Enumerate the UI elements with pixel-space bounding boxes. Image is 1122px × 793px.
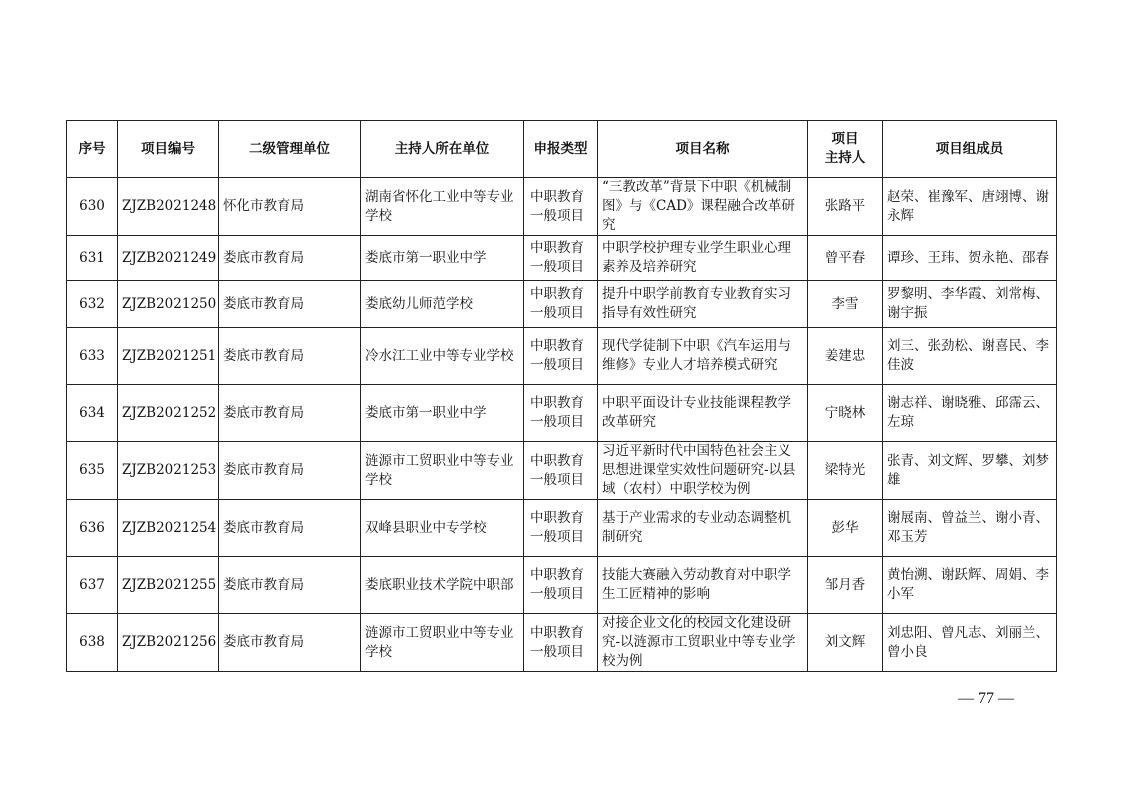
cell-project-host: 李雪 (808, 281, 883, 328)
table-row (67, 500, 1057, 557)
cell-host-unit: 双峰县职业中专学校 (361, 500, 524, 557)
cell-team-members: 谢志祥、谢晓雅、邱霈云、左琼 (883, 385, 1057, 442)
cell-project-name: 现代学徒制下中职《汽车运用与维修》专业人才培养模式研究 (598, 328, 808, 385)
cell-project-code: ZJZB2021248 (118, 178, 219, 236)
table-row (67, 557, 1057, 614)
cell-serial-number: 634 (67, 385, 118, 442)
cell-project-host: 姜建忠 (808, 328, 883, 385)
cell-project-host: 彭华 (808, 500, 883, 557)
cell-project-code: ZJZB2021251 (118, 328, 219, 385)
header-project-host: 项目 主持人 (808, 121, 883, 178)
cell-project-host: 曾平春 (808, 236, 883, 281)
header-admin-unit: 二级管理单位 (219, 121, 361, 178)
cell-project-name: 基于产业需求的专业动态调整机制研究 (598, 500, 808, 557)
cell-application-type: 中职教育一般项目 (524, 281, 598, 328)
cell-host-unit: 娄底幼儿师范学校 (361, 281, 524, 328)
cell-application-type: 中职教育一般项目 (524, 614, 598, 672)
cell-team-members: 谭珍、王玮、贺永艳、邵春 (883, 236, 1057, 281)
cell-serial-number: 631 (67, 236, 118, 281)
cell-application-type: 中职教育一般项目 (524, 500, 598, 557)
header-team-members: 项目组成员 (883, 121, 1057, 178)
cell-project-name: 习近平新时代中国特色社会主义思想进课堂实效性问题研究-以县域（农村）中职学校为例 (598, 442, 808, 500)
cell-team-members: 刘三、张劲松、谢喜民、李佳波 (883, 328, 1057, 385)
cell-team-members: 张青、刘文辉、罗攀、刘梦雄 (883, 442, 1057, 500)
cell-host-unit: 娄底市第一职业中学 (361, 236, 524, 281)
cell-application-type: 中职教育一般项目 (524, 236, 598, 281)
header-host-unit: 主持人所在单位 (361, 121, 524, 178)
cell-application-type: 中职教育一般项目 (524, 442, 598, 500)
cell-application-type: 中职教育一般项目 (524, 328, 598, 385)
cell-application-type: 中职教育一般项目 (524, 385, 598, 442)
cell-admin-unit: 娄底市教育局 (219, 328, 361, 385)
cell-team-members: 赵荣、崔豫军、唐翊博、谢永辉 (883, 178, 1057, 236)
table-row (67, 281, 1057, 328)
table-row (67, 236, 1057, 281)
cell-project-code: ZJZB2021254 (118, 500, 219, 557)
cell-project-name: 提升中职学前教育专业教育实习指导有效性研究 (598, 281, 808, 328)
cell-project-host: 刘文辉 (808, 614, 883, 672)
table-row (67, 328, 1057, 385)
cell-serial-number: 633 (67, 328, 118, 385)
cell-project-host: 宁晓林 (808, 385, 883, 442)
table-row (67, 614, 1057, 672)
cell-admin-unit: 娄底市教育局 (219, 236, 361, 281)
cell-host-unit: 涟源市工贸职业中等专业学校 (361, 614, 524, 672)
cell-project-name: 技能大赛融入劳动教育对中职学生工匠精神的影响 (598, 557, 808, 614)
cell-project-code: ZJZB2021256 (118, 614, 219, 672)
cell-admin-unit: 怀化市教育局 (219, 178, 361, 236)
table-row (67, 178, 1057, 236)
cell-admin-unit: 娄底市教育局 (219, 281, 361, 328)
cell-admin-unit: 娄底市教育局 (219, 557, 361, 614)
cell-admin-unit: 娄底市教育局 (219, 614, 361, 672)
cell-project-code: ZJZB2021252 (118, 385, 219, 442)
cell-project-code: ZJZB2021255 (118, 557, 219, 614)
cell-serial-number: 637 (67, 557, 118, 614)
header-serial-number: 序号 (67, 121, 118, 178)
cell-admin-unit: 娄底市教育局 (219, 385, 361, 442)
header-application-type: 申报类型 (524, 121, 598, 178)
project-table (66, 120, 1057, 672)
cell-team-members: 刘忠阳、曾凡志、刘丽兰、曾小良 (883, 614, 1057, 672)
cell-serial-number: 630 (67, 178, 118, 236)
cell-host-unit: 涟源市工贸职业中等专业学校 (361, 442, 524, 500)
header-project-code: 项目编号 (118, 121, 219, 178)
cell-project-code: ZJZB2021253 (118, 442, 219, 500)
cell-project-host: 梁特光 (808, 442, 883, 500)
cell-team-members: 黄怡溯、谢跃辉、周娟、李小军 (883, 557, 1057, 614)
table-row (67, 385, 1057, 442)
cell-team-members: 谢展南、曾益兰、谢小青、邓玉芳 (883, 500, 1057, 557)
page-number: — 77 — (958, 690, 1014, 707)
cell-host-unit: 湖南省怀化工业中等专业学校 (361, 178, 524, 236)
cell-serial-number: 636 (67, 500, 118, 557)
cell-project-name: 对接企业文化的校园文化建设研究-以涟源市工贸职业中等专业学校为例 (598, 614, 808, 672)
cell-team-members: 罗黎明、李华霞、刘常梅、谢宇振 (883, 281, 1057, 328)
project-table-container (66, 120, 1056, 672)
cell-project-code: ZJZB2021250 (118, 281, 219, 328)
cell-serial-number: 632 (67, 281, 118, 328)
cell-application-type: 中职教育一般项目 (524, 557, 598, 614)
header-project-name: 项目名称 (598, 121, 808, 178)
cell-project-code: ZJZB2021249 (118, 236, 219, 281)
cell-serial-number: 635 (67, 442, 118, 500)
cell-host-unit: 冷水江工业中等专业学校 (361, 328, 524, 385)
cell-project-host: 邹月香 (808, 557, 883, 614)
cell-project-host: 张路平 (808, 178, 883, 236)
table-header-row (67, 121, 1057, 178)
cell-project-name: “三教改革”背景下中职《机械制图》与《CAD》课程融合改革研究 (598, 178, 808, 236)
cell-host-unit: 娄底市第一职业中学 (361, 385, 524, 442)
cell-host-unit: 娄底职业技术学院中职部 (361, 557, 524, 614)
cell-application-type: 中职教育一般项目 (524, 178, 598, 236)
cell-admin-unit: 娄底市教育局 (219, 500, 361, 557)
cell-serial-number: 638 (67, 614, 118, 672)
cell-project-name: 中职平面设计专业技能课程教学改革研究 (598, 385, 808, 442)
table-row (67, 442, 1057, 500)
cell-project-name: 中职学校护理专业学生职业心理素养及培养研究 (598, 236, 808, 281)
cell-admin-unit: 娄底市教育局 (219, 442, 361, 500)
